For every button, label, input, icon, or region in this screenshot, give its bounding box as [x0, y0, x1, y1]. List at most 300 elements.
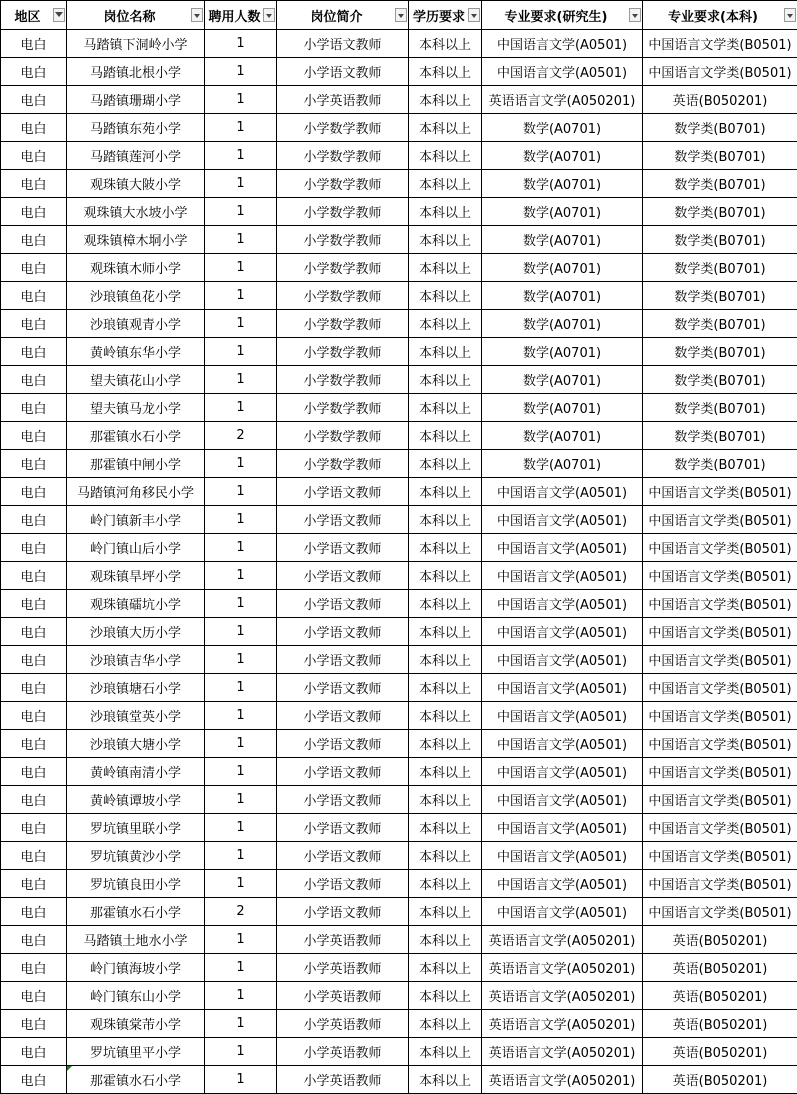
cell-position-name[interactable]: 沙琅镇塘石小学 [67, 674, 205, 702]
cell-headcount[interactable]: 1 [205, 142, 277, 170]
cell-major-graduate[interactable]: 中国语言文学(A0501) [482, 58, 643, 86]
cell-major-graduate[interactable]: 中国语言文学(A0501) [482, 702, 643, 730]
cell-major-graduate[interactable]: 中国语言文学(A0501) [482, 534, 643, 562]
cell-position-desc[interactable]: 小学数学教师 [277, 198, 409, 226]
cell-region[interactable]: 电白 [1, 30, 67, 58]
cell-position-name[interactable]: 那霍镇水石小学 [67, 898, 205, 926]
cell-position-name[interactable]: 那霍镇水石小学 [67, 1066, 205, 1094]
cell-position-name[interactable]: 望夫镇马龙小学 [67, 394, 205, 422]
cell-major-graduate[interactable]: 数学(A0701) [482, 338, 643, 366]
cell-major-graduate[interactable]: 数学(A0701) [482, 226, 643, 254]
cell-headcount[interactable]: 1 [205, 254, 277, 282]
cell-headcount[interactable]: 1 [205, 450, 277, 478]
table-row [1, 338, 797, 366]
cell-position-desc[interactable]: 小学数学教师 [277, 310, 409, 338]
cell-education[interactable]: 本科以上 [409, 450, 482, 478]
cell-education[interactable]: 本科以上 [409, 618, 482, 646]
cell-region[interactable]: 电白 [1, 562, 67, 590]
cell-headcount[interactable]: 1 [205, 198, 277, 226]
cell-region[interactable]: 电白 [1, 926, 67, 954]
cell-education[interactable]: 本科以上 [409, 30, 482, 58]
cell-major-graduate[interactable]: 中国语言文学(A0501) [482, 674, 643, 702]
cell-position-name[interactable]: 岭门镇东山小学 [67, 982, 205, 1010]
cell-headcount[interactable]: 1 [205, 114, 277, 142]
filter-dropdown-icon[interactable] [263, 8, 275, 22]
cell-major-graduate[interactable]: 中国语言文学(A0501) [482, 646, 643, 674]
cell-region[interactable]: 电白 [1, 982, 67, 1010]
cell-education[interactable]: 本科以上 [409, 366, 482, 394]
cell-headcount[interactable]: 1 [205, 982, 277, 1010]
cell-position-name[interactable]: 罗坑镇黄沙小学 [67, 842, 205, 870]
cell-position-name[interactable]: 黄岭镇南清小学 [67, 758, 205, 786]
cell-headcount[interactable]: 1 [205, 730, 277, 758]
cell-position-desc[interactable]: 小学语文教师 [277, 898, 409, 926]
cell-headcount[interactable]: 1 [205, 86, 277, 114]
cell-major-graduate[interactable]: 英语语言文学(A050201) [482, 86, 643, 114]
cell-major-undergrad[interactable]: 数学类(B0701) [643, 198, 797, 226]
cell-major-undergrad[interactable]: 数学类(B0701) [643, 366, 797, 394]
cell-position-desc[interactable]: 小学数学教师 [277, 422, 409, 450]
cell-major-undergrad[interactable]: 中国语言文学类(B0501) [643, 786, 797, 814]
cell-major-undergrad[interactable]: 数学类(B0701) [643, 142, 797, 170]
cell-position-desc[interactable]: 小学语文教师 [277, 618, 409, 646]
cell-education[interactable]: 本科以上 [409, 310, 482, 338]
cell-education[interactable]: 本科以上 [409, 926, 482, 954]
cell-region[interactable]: 电白 [1, 366, 67, 394]
cell-major-undergrad[interactable]: 数学类(B0701) [643, 310, 797, 338]
cell-major-undergrad[interactable]: 数学类(B0701) [643, 114, 797, 142]
cell-region[interactable]: 电白 [1, 310, 67, 338]
cell-position-desc[interactable]: 小学英语教师 [277, 926, 409, 954]
cell-major-undergrad[interactable]: 中国语言文学类(B0501) [643, 506, 797, 534]
cell-major-undergrad[interactable]: 中国语言文学类(B0501) [643, 30, 797, 58]
cell-major-undergrad[interactable]: 中国语言文学类(B0501) [643, 758, 797, 786]
cell-position-name[interactable]: 马踏镇下洞岭小学 [67, 30, 205, 58]
cell-region[interactable]: 电白 [1, 954, 67, 982]
cell-education[interactable]: 本科以上 [409, 646, 482, 674]
cell-education[interactable]: 本科以上 [409, 338, 482, 366]
cell-headcount[interactable]: 1 [205, 590, 277, 618]
cell-position-name[interactable]: 马踏镇北根小学 [67, 58, 205, 86]
cell-position-name[interactable]: 岭门镇新丰小学 [67, 506, 205, 534]
cell-region[interactable]: 电白 [1, 786, 67, 814]
cell-major-undergrad[interactable]: 英语(B050201) [643, 926, 797, 954]
cell-position-desc[interactable]: 小学语文教师 [277, 506, 409, 534]
cell-education[interactable]: 本科以上 [409, 170, 482, 198]
cell-education[interactable]: 本科以上 [409, 982, 482, 1010]
cell-position-desc[interactable]: 小学语文教师 [277, 58, 409, 86]
cell-region[interactable]: 电白 [1, 534, 67, 562]
cell-major-graduate[interactable]: 中国语言文学(A0501) [482, 870, 643, 898]
cell-position-name[interactable]: 岭门镇海坡小学 [67, 954, 205, 982]
cell-region[interactable]: 电白 [1, 814, 67, 842]
cell-headcount[interactable]: 1 [205, 562, 277, 590]
cell-region[interactable]: 电白 [1, 226, 67, 254]
cell-major-undergrad[interactable]: 中国语言文学类(B0501) [643, 534, 797, 562]
table-row [1, 1010, 797, 1038]
cell-region[interactable]: 电白 [1, 674, 67, 702]
cell-education[interactable]: 本科以上 [409, 842, 482, 870]
cell-education[interactable]: 本科以上 [409, 1066, 482, 1094]
cell-position-name[interactable]: 观珠镇旱坪小学 [67, 562, 205, 590]
cell-major-undergrad[interactable]: 英语(B050201) [643, 86, 797, 114]
cell-position-name[interactable]: 沙琅镇堂英小学 [67, 702, 205, 730]
cell-major-undergrad[interactable]: 中国语言文学类(B0501) [643, 618, 797, 646]
cell-major-graduate[interactable]: 英语语言文学(A050201) [482, 982, 643, 1010]
cell-major-undergrad[interactable]: 中国语言文学类(B0501) [643, 730, 797, 758]
cell-position-desc[interactable]: 小学语文教师 [277, 786, 409, 814]
cell-major-graduate[interactable]: 数学(A0701) [482, 142, 643, 170]
cell-region[interactable]: 电白 [1, 702, 67, 730]
header-label: 学历要求 [413, 6, 465, 25]
cell-headcount[interactable]: 1 [205, 506, 277, 534]
cell-education[interactable]: 本科以上 [409, 86, 482, 114]
cell-major-undergrad[interactable]: 英语(B050201) [643, 1010, 797, 1038]
cell-headcount[interactable]: 1 [205, 226, 277, 254]
cell-position-name[interactable]: 罗坑镇里平小学 [67, 1038, 205, 1066]
cell-education[interactable]: 本科以上 [409, 758, 482, 786]
header-headcount [205, 1, 277, 30]
cell-headcount[interactable]: 1 [205, 1066, 277, 1094]
cell-position-desc[interactable]: 小学数学教师 [277, 394, 409, 422]
cell-headcount[interactable]: 1 [205, 366, 277, 394]
cell-position-name[interactable]: 马踏镇珊瑚小学 [67, 86, 205, 114]
table-row [1, 1038, 797, 1066]
cell-major-graduate[interactable]: 中国语言文学(A0501) [482, 786, 643, 814]
cell-position-name[interactable]: 罗坑镇里联小学 [67, 814, 205, 842]
cell-position-name[interactable]: 观珠镇大水坡小学 [67, 198, 205, 226]
cell-region[interactable]: 电白 [1, 758, 67, 786]
cell-region[interactable]: 电白 [1, 394, 67, 422]
cell-headcount[interactable]: 1 [205, 478, 277, 506]
cell-position-name[interactable]: 沙琅镇鱼花小学 [67, 282, 205, 310]
cell-education[interactable]: 本科以上 [409, 1038, 482, 1066]
cell-position-name[interactable]: 沙琅镇大塘小学 [67, 730, 205, 758]
cell-position-name[interactable]: 罗坑镇良田小学 [67, 870, 205, 898]
cell-position-desc[interactable]: 小学数学教师 [277, 282, 409, 310]
cell-region[interactable]: 电白 [1, 898, 67, 926]
cell-region[interactable]: 电白 [1, 646, 67, 674]
cell-major-graduate[interactable]: 数学(A0701) [482, 282, 643, 310]
cell-headcount[interactable]: 1 [205, 310, 277, 338]
cell-education[interactable]: 本科以上 [409, 786, 482, 814]
cell-position-desc[interactable]: 小学数学教师 [277, 254, 409, 282]
cell-headcount[interactable]: 1 [205, 1010, 277, 1038]
cell-education[interactable]: 本科以上 [409, 590, 482, 618]
cell-position-desc[interactable]: 小学数学教师 [277, 114, 409, 142]
cell-major-undergrad[interactable]: 英语(B050201) [643, 954, 797, 982]
cell-major-undergrad[interactable]: 英语(B050201) [643, 1038, 797, 1066]
cell-major-graduate[interactable]: 中国语言文学(A0501) [482, 478, 643, 506]
cell-major-graduate[interactable]: 中国语言文学(A0501) [482, 898, 643, 926]
cell-education[interactable]: 本科以上 [409, 870, 482, 898]
cell-position-desc[interactable]: 小学语文教师 [277, 758, 409, 786]
cell-major-undergrad[interactable]: 中国语言文学类(B0501) [643, 58, 797, 86]
cell-position-desc[interactable]: 小学数学教师 [277, 338, 409, 366]
cell-headcount[interactable]: 2 [205, 422, 277, 450]
table-row [1, 478, 797, 506]
cell-education[interactable]: 本科以上 [409, 702, 482, 730]
cell-position-desc[interactable]: 小学语文教师 [277, 814, 409, 842]
header-major-graduate [482, 1, 643, 30]
cell-major-graduate[interactable]: 中国语言文学(A0501) [482, 618, 643, 646]
table-row [1, 926, 797, 954]
cell-position-desc[interactable]: 小学语文教师 [277, 534, 409, 562]
cell-position-desc[interactable]: 小学语文教师 [277, 702, 409, 730]
cell-major-undergrad[interactable]: 数学类(B0701) [643, 422, 797, 450]
table-row [1, 170, 797, 198]
cell-major-graduate[interactable]: 数学(A0701) [482, 366, 643, 394]
cell-position-desc[interactable]: 小学英语教师 [277, 1038, 409, 1066]
cell-education[interactable]: 本科以上 [409, 422, 482, 450]
cell-region[interactable]: 电白 [1, 254, 67, 282]
cell-position-name[interactable]: 马踏镇河角移民小学 [67, 478, 205, 506]
cell-major-graduate[interactable]: 中国语言文学(A0501) [482, 814, 643, 842]
table-row [1, 702, 797, 730]
cell-education[interactable]: 本科以上 [409, 562, 482, 590]
cell-position-name[interactable]: 望夫镇花山小学 [67, 366, 205, 394]
cell-major-undergrad[interactable]: 数学类(B0701) [643, 394, 797, 422]
cell-corner-marker-icon [67, 1066, 72, 1071]
cell-major-undergrad[interactable]: 中国语言文学类(B0501) [643, 562, 797, 590]
cell-major-undergrad[interactable]: 数学类(B0701) [643, 338, 797, 366]
cell-education[interactable]: 本科以上 [409, 478, 482, 506]
cell-region[interactable]: 电白 [1, 114, 67, 142]
cell-position-name[interactable]: 马踏镇莲河小学 [67, 142, 205, 170]
cell-major-graduate[interactable]: 英语语言文学(A050201) [482, 1038, 643, 1066]
cell-major-undergrad[interactable]: 中国语言文学类(B0501) [643, 870, 797, 898]
table-row [1, 226, 797, 254]
cell-position-desc[interactable]: 小学数学教师 [277, 366, 409, 394]
cell-region[interactable]: 电白 [1, 870, 67, 898]
cell-major-graduate[interactable]: 数学(A0701) [482, 310, 643, 338]
cell-headcount[interactable]: 1 [205, 618, 277, 646]
cell-headcount[interactable]: 1 [205, 674, 277, 702]
filter-active-icon[interactable] [53, 8, 65, 22]
cell-major-undergrad[interactable]: 中国语言文学类(B0501) [643, 674, 797, 702]
cell-position-desc[interactable]: 小学语文教师 [277, 646, 409, 674]
table-row [1, 870, 797, 898]
table-row [1, 590, 797, 618]
cell-education[interactable]: 本科以上 [409, 226, 482, 254]
filter-dropdown-icon[interactable] [191, 8, 203, 22]
table-row [1, 758, 797, 786]
header-label: 专业要求(本科) [668, 6, 758, 25]
cell-education[interactable]: 本科以上 [409, 58, 482, 86]
cell-major-graduate[interactable]: 中国语言文学(A0501) [482, 590, 643, 618]
cell-position-name[interactable]: 观珠镇礌坑小学 [67, 590, 205, 618]
cell-major-undergrad[interactable]: 中国语言文学类(B0501) [643, 898, 797, 926]
cell-position-desc[interactable]: 小学语文教师 [277, 870, 409, 898]
cell-position-desc[interactable]: 小学英语教师 [277, 982, 409, 1010]
cell-headcount[interactable]: 1 [205, 954, 277, 982]
header-label: 岗位简介 [310, 6, 362, 25]
cell-headcount[interactable]: 1 [205, 394, 277, 422]
cell-major-undergrad[interactable]: 中国语言文学类(B0501) [643, 478, 797, 506]
cell-headcount[interactable]: 1 [205, 338, 277, 366]
cell-major-undergrad[interactable]: 数学类(B0701) [643, 226, 797, 254]
cell-headcount[interactable]: 1 [205, 786, 277, 814]
cell-position-name[interactable]: 马踏镇东苑小学 [67, 114, 205, 142]
cell-major-undergrad[interactable]: 中国语言文学类(B0501) [643, 814, 797, 842]
cell-headcount[interactable]: 1 [205, 926, 277, 954]
cell-major-undergrad[interactable]: 中国语言文学类(B0501) [643, 702, 797, 730]
cell-education[interactable]: 本科以上 [409, 674, 482, 702]
cell-major-graduate[interactable]: 英语语言文学(A050201) [482, 1010, 643, 1038]
cell-position-desc[interactable]: 小学语文教师 [277, 562, 409, 590]
cell-region[interactable]: 电白 [1, 422, 67, 450]
cell-education[interactable]: 本科以上 [409, 898, 482, 926]
filter-dropdown-icon[interactable] [395, 8, 407, 22]
cell-region[interactable]: 电白 [1, 1066, 67, 1094]
table-row [1, 394, 797, 422]
cell-headcount[interactable]: 1 [205, 534, 277, 562]
cell-headcount[interactable]: 1 [205, 646, 277, 674]
cell-education[interactable]: 本科以上 [409, 534, 482, 562]
cell-position-name[interactable]: 沙琅镇吉华小学 [67, 646, 205, 674]
cell-education[interactable]: 本科以上 [409, 1010, 482, 1038]
table-row [1, 562, 797, 590]
cell-major-graduate[interactable]: 数学(A0701) [482, 198, 643, 226]
cell-position-desc[interactable]: 小学数学教师 [277, 170, 409, 198]
header-label: 地区 [14, 6, 40, 25]
cell-position-name[interactable]: 沙琅镇观青小学 [67, 310, 205, 338]
cell-major-graduate[interactable]: 中国语言文学(A0501) [482, 506, 643, 534]
cell-position-desc[interactable]: 小学语文教师 [277, 730, 409, 758]
cell-major-graduate[interactable]: 英语语言文学(A050201) [482, 954, 643, 982]
cell-major-graduate[interactable]: 英语语言文学(A050201) [482, 926, 643, 954]
cell-region[interactable]: 电白 [1, 198, 67, 226]
cell-position-name[interactable]: 那霍镇中闸小学 [67, 450, 205, 478]
cell-position-desc[interactable]: 小学语文教师 [277, 842, 409, 870]
cell-position-desc[interactable]: 小学数学教师 [277, 142, 409, 170]
cell-headcount[interactable]: 1 [205, 58, 277, 86]
cell-education[interactable]: 本科以上 [409, 394, 482, 422]
cell-position-name[interactable]: 观珠镇樟木垌小学 [67, 226, 205, 254]
cell-position-desc[interactable]: 小学数学教师 [277, 450, 409, 478]
cell-position-name[interactable]: 岭门镇山后小学 [67, 534, 205, 562]
filter-dropdown-icon[interactable] [468, 8, 480, 22]
cell-region[interactable]: 电白 [1, 590, 67, 618]
cell-major-undergrad[interactable]: 英语(B050201) [643, 1066, 797, 1094]
cell-major-graduate[interactable]: 中国语言文学(A0501) [482, 730, 643, 758]
cell-position-desc[interactable]: 小学数学教师 [277, 226, 409, 254]
cell-region[interactable]: 电白 [1, 338, 67, 366]
cell-major-undergrad[interactable]: 数学类(B0701) [643, 254, 797, 282]
cell-major-graduate[interactable]: 中国语言文学(A0501) [482, 30, 643, 58]
cell-headcount[interactable]: 1 [205, 702, 277, 730]
cell-region[interactable]: 电白 [1, 478, 67, 506]
header-label: 聘用人数 [208, 6, 260, 25]
filter-dropdown-icon[interactable] [784, 8, 796, 22]
cell-region[interactable]: 电白 [1, 506, 67, 534]
cell-region[interactable]: 电白 [1, 58, 67, 86]
cell-major-graduate[interactable]: 数学(A0701) [482, 254, 643, 282]
cell-position-desc[interactable]: 小学英语教师 [277, 954, 409, 982]
cell-major-undergrad[interactable]: 中国语言文学类(B0501) [643, 842, 797, 870]
cell-headcount[interactable]: 1 [205, 870, 277, 898]
cell-headcount[interactable]: 1 [205, 814, 277, 842]
cell-major-graduate[interactable]: 数学(A0701) [482, 170, 643, 198]
cell-region[interactable]: 电白 [1, 86, 67, 114]
table-row [1, 198, 797, 226]
filter-dropdown-icon[interactable] [629, 8, 641, 22]
header-label: 岗位名称 [103, 6, 155, 25]
cell-major-graduate[interactable]: 中国语言文学(A0501) [482, 562, 643, 590]
cell-position-desc[interactable]: 小学英语教师 [277, 86, 409, 114]
cell-region[interactable]: 电白 [1, 1038, 67, 1066]
cell-region[interactable]: 电白 [1, 170, 67, 198]
cell-position-desc[interactable]: 小学语文教师 [277, 674, 409, 702]
cell-education[interactable]: 本科以上 [409, 198, 482, 226]
cell-major-graduate[interactable]: 数学(A0701) [482, 114, 643, 142]
cell-position-desc[interactable]: 小学语文教师 [277, 30, 409, 58]
cell-major-undergrad[interactable]: 中国语言文学类(B0501) [643, 646, 797, 674]
cell-education[interactable]: 本科以上 [409, 730, 482, 758]
cell-region[interactable]: 电白 [1, 842, 67, 870]
cell-major-graduate[interactable]: 中国语言文学(A0501) [482, 842, 643, 870]
cell-education[interactable]: 本科以上 [409, 282, 482, 310]
cell-education[interactable]: 本科以上 [409, 506, 482, 534]
cell-headcount[interactable]: 1 [205, 30, 277, 58]
cell-education[interactable]: 本科以上 [409, 814, 482, 842]
cell-headcount[interactable]: 1 [205, 1038, 277, 1066]
table-row [1, 310, 797, 338]
cell-major-undergrad[interactable]: 数学类(B0701) [643, 170, 797, 198]
cell-position-desc[interactable]: 小学英语教师 [277, 1010, 409, 1038]
cell-position-name[interactable]: 黄岭镇谭坡小学 [67, 786, 205, 814]
cell-education[interactable]: 本科以上 [409, 254, 482, 282]
header-row [1, 1, 797, 30]
cell-position-name[interactable]: 观珠镇大陂小学 [67, 170, 205, 198]
cell-education[interactable]: 本科以上 [409, 142, 482, 170]
cell-position-name[interactable]: 观珠镇木师小学 [67, 254, 205, 282]
cell-position-name[interactable]: 观珠镇棠芾小学 [67, 1010, 205, 1038]
cell-position-name[interactable]: 黄岭镇东华小学 [67, 338, 205, 366]
cell-major-graduate[interactable]: 数学(A0701) [482, 422, 643, 450]
cell-education[interactable]: 本科以上 [409, 954, 482, 982]
cell-major-graduate[interactable]: 英语语言文学(A050201) [482, 1066, 643, 1094]
cell-major-graduate[interactable]: 中国语言文学(A0501) [482, 758, 643, 786]
table-row [1, 86, 797, 114]
cell-headcount[interactable]: 1 [205, 842, 277, 870]
cell-region[interactable]: 电白 [1, 450, 67, 478]
cell-position-desc[interactable]: 小学语文教师 [277, 590, 409, 618]
cell-headcount[interactable]: 1 [205, 282, 277, 310]
cell-position-desc[interactable]: 小学语文教师 [277, 478, 409, 506]
cell-major-graduate[interactable]: 数学(A0701) [482, 450, 643, 478]
cell-position-desc[interactable]: 小学英语教师 [277, 1066, 409, 1094]
cell-headcount[interactable]: 1 [205, 758, 277, 786]
cell-major-undergrad[interactable]: 中国语言文学类(B0501) [643, 590, 797, 618]
cell-region[interactable]: 电白 [1, 1010, 67, 1038]
cell-region[interactable]: 电白 [1, 618, 67, 646]
cell-position-name[interactable]: 马踏镇土地水小学 [67, 926, 205, 954]
cell-position-name[interactable]: 沙琅镇大历小学 [67, 618, 205, 646]
cell-major-undergrad[interactable]: 数学类(B0701) [643, 282, 797, 310]
cell-region[interactable]: 电白 [1, 142, 67, 170]
cell-major-undergrad[interactable]: 数学类(B0701) [643, 450, 797, 478]
cell-major-graduate[interactable]: 数学(A0701) [482, 394, 643, 422]
cell-region[interactable]: 电白 [1, 730, 67, 758]
cell-education[interactable]: 本科以上 [409, 114, 482, 142]
cell-region[interactable]: 电白 [1, 282, 67, 310]
cell-headcount[interactable]: 2 [205, 898, 277, 926]
table-row [1, 254, 797, 282]
cell-major-undergrad[interactable]: 英语(B050201) [643, 982, 797, 1010]
cell-position-name[interactable]: 那霍镇水石小学 [67, 422, 205, 450]
cell-headcount[interactable]: 1 [205, 170, 277, 198]
